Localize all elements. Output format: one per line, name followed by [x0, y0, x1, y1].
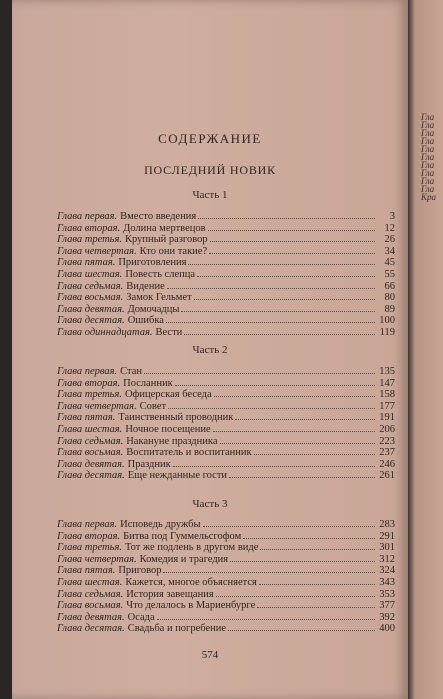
toc-entry	[57, 469, 395, 481]
chapter-page: 343	[379, 576, 395, 588]
toc-entry	[57, 458, 395, 470]
toc-entry	[57, 553, 395, 565]
chapter-title: Приготовления	[118, 257, 187, 269]
chapter-title: Ошибка	[127, 315, 164, 327]
chapter-number: Глава одиннадцатая.	[57, 326, 153, 338]
dot-leader	[208, 222, 375, 231]
chapter-page: 45	[384, 257, 395, 269]
dot-leader	[259, 576, 375, 585]
chapter-title: Вести	[155, 326, 183, 338]
dot-leader	[198, 210, 375, 219]
chapter-number: Глава четвертая.	[57, 245, 137, 257]
chapter-number: Глава шестая.	[57, 576, 123, 588]
chapter-page: 135	[379, 366, 395, 377]
chapter-number: Глава третья.	[57, 389, 122, 401]
chapter-title: Видение	[126, 280, 165, 292]
toc-entry	[57, 210, 395, 222]
chapter-page: 237	[379, 447, 395, 459]
dot-leader	[181, 303, 375, 312]
chapter-page: 177	[379, 400, 395, 412]
chapter-title: Крупный разговор	[124, 234, 208, 246]
chapter-page: 89	[384, 303, 395, 315]
chapter-title: Исповедь дружбы	[120, 519, 201, 530]
chapter-title: Воспитатель и воспитанник	[126, 447, 252, 459]
chapter-title: Таинственный проводник	[118, 412, 234, 424]
facing-page-text: Гла	[421, 152, 435, 162]
toc-entry	[57, 233, 395, 245]
chapter-page: 66	[384, 280, 395, 292]
chapter-title: Приговор	[118, 565, 162, 577]
toc-entry	[57, 541, 395, 553]
dot-leader	[235, 411, 375, 420]
chapter-page: 191	[379, 412, 395, 424]
dot-leader	[216, 588, 375, 597]
chapter-page: 353	[379, 588, 395, 600]
chapter-page: 100	[379, 315, 395, 327]
dot-leader	[203, 518, 375, 527]
chapter-number: Глава седьмая.	[57, 588, 124, 600]
chapter-page: 291	[379, 530, 395, 542]
toc-entry	[57, 280, 395, 292]
toc-entry	[57, 268, 395, 280]
part-heading-3: Часть 3	[192, 498, 228, 510]
chapter-page: 377	[379, 600, 395, 612]
chapter-number: Глава девятая.	[57, 303, 125, 315]
chapter-title: Офицерская беседа	[124, 389, 212, 401]
toc-part-2	[57, 365, 395, 481]
dot-leader	[173, 458, 375, 467]
dot-leader	[214, 388, 375, 397]
contents-title: СОДЕРЖАНИЕ	[158, 131, 262, 146]
chapter-number: Глава вторая.	[57, 530, 121, 542]
dot-leader	[197, 268, 375, 277]
chapter-page: 223	[379, 435, 395, 447]
facing-page-text: Гла	[421, 112, 435, 122]
chapter-number: Глава девятая.	[57, 611, 125, 623]
toc-part-3	[57, 518, 395, 634]
dot-leader	[144, 365, 375, 374]
facing-page-text: Гла	[421, 176, 435, 186]
chapter-page: 12	[384, 222, 395, 234]
chapter-number: Глава десятая.	[57, 623, 125, 635]
part-heading-1: Часть 1	[192, 189, 228, 201]
dot-leader	[229, 469, 375, 478]
chapter-title: Битва под Гуммельсгофом	[123, 530, 242, 542]
dot-leader	[257, 599, 375, 608]
chapter-title: Кто они такие?	[139, 245, 208, 257]
chapter-title: Вместо введения	[120, 211, 197, 222]
chapter-page: 324	[379, 565, 395, 577]
chapter-title: Кажется, многое объясняется	[125, 576, 257, 588]
dot-leader	[230, 553, 375, 562]
chapter-page: 119	[379, 326, 395, 338]
dot-leader	[194, 291, 375, 300]
toc-entry	[57, 291, 395, 303]
chapter-title: Еще нежданные гости	[127, 470, 228, 482]
chapter-page: 246	[379, 458, 395, 470]
chapter-title: Комедия и трагедия	[139, 553, 229, 565]
toc-entry	[57, 314, 395, 326]
dot-leader	[213, 423, 375, 432]
chapter-title: Праздник	[127, 458, 171, 470]
chapter-number: Глава пятая.	[57, 257, 116, 269]
facing-page-text: Кра	[421, 192, 436, 202]
chapter-number: Глава вторая.	[57, 377, 121, 389]
chapter-title: Накануне праздника	[126, 435, 218, 447]
dot-leader	[254, 446, 375, 455]
toc-entry	[57, 564, 395, 576]
chapter-page: 26	[384, 234, 395, 246]
toc-entry	[57, 256, 395, 268]
toc-entry	[57, 611, 395, 623]
chapter-title: История завещания	[126, 588, 214, 600]
toc-entry	[57, 518, 395, 530]
dot-leader	[163, 564, 375, 573]
toc-entry	[57, 222, 395, 234]
toc-entry	[57, 576, 395, 588]
chapter-number: Глава третья.	[57, 542, 122, 554]
facing-page-edge	[408, 0, 443, 699]
chapter-page: 283	[379, 519, 395, 530]
chapter-number: Глава первая.	[57, 366, 118, 377]
dot-leader	[210, 233, 375, 242]
chapter-number: Глава седьмая.	[57, 435, 124, 447]
dot-leader	[157, 611, 375, 620]
facing-page-text: Гла	[421, 168, 435, 178]
chapter-page: 55	[384, 268, 395, 280]
dot-leader	[167, 280, 375, 289]
chapter-title: Свадьба и погребение	[127, 623, 227, 635]
chapter-number: Глава первая.	[57, 519, 118, 530]
chapter-number: Глава первая.	[57, 211, 118, 222]
chapter-page: 301	[379, 542, 395, 554]
part-heading-2: Часть 2	[192, 344, 228, 356]
chapter-title: Посланник	[123, 377, 173, 389]
chapter-number: Глава четвертая.	[57, 553, 137, 565]
chapter-number: Глава четвертая.	[57, 400, 137, 412]
facing-page-text: Гла	[421, 160, 435, 170]
page-number: 574	[201, 649, 219, 661]
chapter-number: Глава вторая.	[57, 222, 121, 234]
dot-leader	[184, 326, 375, 335]
chapter-page: 34	[384, 245, 395, 257]
chapter-number: Глава восьмая.	[57, 292, 124, 304]
chapter-number: Глава восьмая.	[57, 600, 124, 612]
toc-entry	[57, 303, 395, 315]
toc-entry	[57, 411, 395, 423]
chapter-number: Глава седьмая.	[57, 280, 124, 292]
dot-leader	[168, 400, 375, 409]
chapter-number: Глава пятая.	[57, 412, 116, 424]
chapter-title: Долина мертвецов	[123, 222, 206, 234]
toc-entry	[57, 400, 395, 412]
toc-entry	[57, 377, 395, 389]
chapter-page: 147	[379, 377, 395, 389]
toc-entry	[57, 588, 395, 600]
dot-leader	[260, 541, 375, 550]
toc-entry	[57, 622, 395, 634]
toc-entry	[57, 245, 395, 257]
facing-page-text: Гла	[421, 136, 435, 146]
toc-entry	[57, 435, 395, 447]
facing-page-text: Гла	[421, 184, 435, 194]
toc-entry	[57, 423, 395, 435]
toc-entry	[57, 530, 395, 542]
chapter-page: 400	[379, 623, 395, 635]
chapter-title: Повесть слепца	[125, 268, 196, 280]
chapter-number: Глава третья.	[57, 234, 122, 246]
chapter-title: Домочадцы	[127, 303, 180, 315]
chapter-page: 312	[379, 553, 395, 565]
chapter-page: 158	[379, 389, 395, 401]
chapter-number: Глава шестая.	[57, 423, 123, 435]
chapter-number: Глава восьмая.	[57, 447, 124, 459]
chapter-page: 261	[379, 470, 395, 482]
chapter-page: 3	[389, 211, 395, 222]
toc-entry	[57, 599, 395, 611]
book-title: ПОСЛЕДНИЙ НОВИК	[144, 163, 276, 177]
facing-page-text: Гла	[421, 128, 435, 138]
dot-leader	[209, 245, 375, 254]
facing-page-text: Гла	[421, 144, 435, 154]
toc-entry	[57, 446, 395, 458]
chapter-title: Стан	[120, 366, 143, 377]
dot-leader	[220, 435, 376, 444]
dot-leader	[243, 530, 375, 539]
chapter-title: Совет	[139, 400, 167, 412]
chapter-number: Глава шестая.	[57, 268, 123, 280]
chapter-title: Тот же подлень в другом виде	[124, 542, 259, 554]
toc-entry	[57, 365, 395, 377]
dot-leader	[166, 314, 375, 323]
chapter-title: Ночное посещение	[125, 423, 211, 435]
chapter-page: 80	[384, 292, 395, 304]
chapter-page: 392	[379, 611, 395, 623]
chapter-number: Глава десятая.	[57, 470, 125, 482]
dot-leader	[188, 256, 375, 265]
chapter-number: Глава пятая.	[57, 565, 116, 577]
toc-entry	[57, 326, 395, 338]
chapter-number: Глава десятая.	[57, 315, 125, 327]
chapter-title: Замок Гельмет	[126, 292, 192, 304]
toc-entry	[57, 388, 395, 400]
dot-leader	[228, 622, 375, 631]
chapter-title: Что делалось в Мариенбурге	[126, 600, 256, 612]
chapter-number: Глава девятая.	[57, 458, 125, 470]
chapter-page: 206	[379, 423, 395, 435]
book-page	[12, 0, 408, 699]
chapter-title: Осада	[127, 611, 155, 623]
facing-page-text: Гла	[421, 120, 435, 130]
dot-leader	[175, 377, 375, 386]
toc-part-1	[57, 210, 395, 338]
